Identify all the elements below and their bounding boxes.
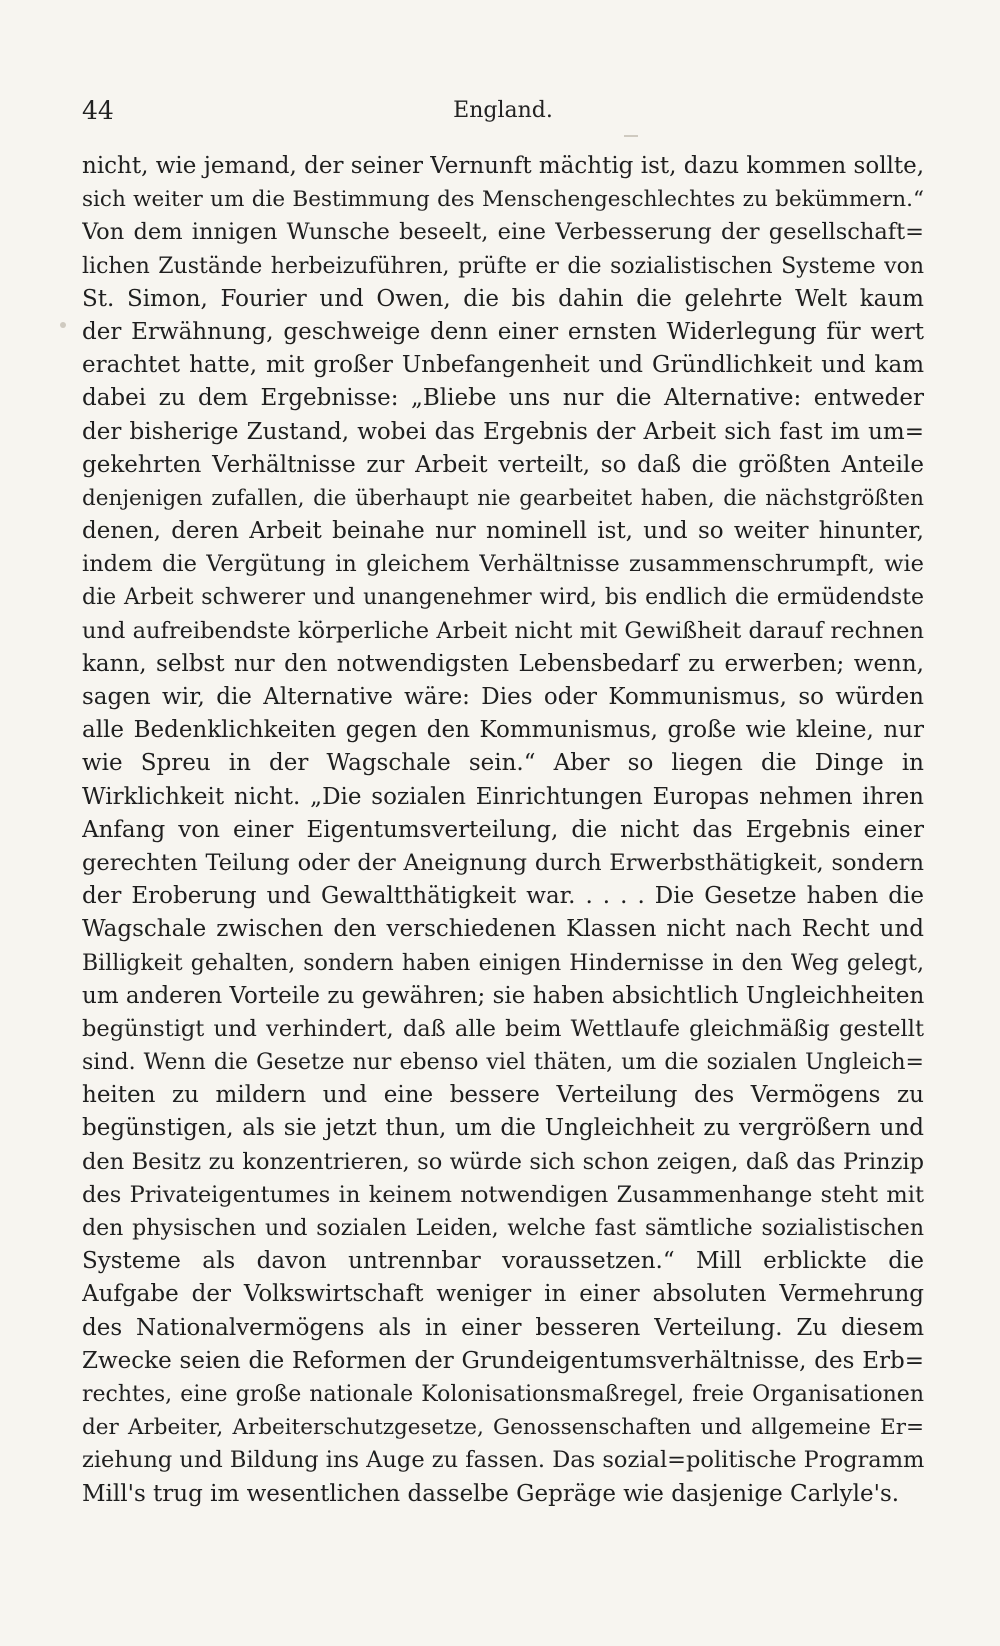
text-line: gekehrten Verhältnisse zur Arbeit verteilt, so daß die größten Anteile xyxy=(82,451,924,478)
running-head: England. xyxy=(453,98,553,123)
body-text xyxy=(82,150,924,1511)
page-header xyxy=(82,96,924,136)
text-line: der bisherige Zustand, wobei das Ergebnis der Arbeit sich fast im um= xyxy=(82,418,924,445)
text-line: sagen wir, die Alternative wäre: Dies oder Kommunismus, so würden xyxy=(82,684,924,710)
text-line: Anfang von einer Eigentumsverteilung, die nicht das Ergebnis einer xyxy=(82,816,924,843)
text-line: des Nationalvermögens als in einer besseren Verteilung. Zu diesem xyxy=(82,1314,924,1341)
text-line: den physischen und sozialen Leiden, welche fast sämtliche sozialistischen xyxy=(82,1216,924,1241)
text-line: des Privateigentumes in keinem notwendigen Zusammenhange steht mit xyxy=(82,1181,924,1208)
text-line: gerechten Teilung oder der Aneignung durch Erwerbsthätigkeit, sondern xyxy=(82,849,924,876)
text-line: dabei zu dem Ergebnisse: „Bliebe uns nur die Alternative: entweder xyxy=(82,385,924,412)
text-line: Wirklichkeit nicht. „Die sozialen Einrichtungen Europas nehmen ihren xyxy=(82,783,924,810)
text-line: den Besitz zu konzentrieren, so würde sich schon zeigen, daß das Prinzip xyxy=(82,1148,924,1175)
text-line: indem die Vergütung in gleichem Verhältnisse zusammenschrumpft, wie xyxy=(82,551,924,578)
text-line: Zwecke seien die Reformen der Grundeigentumsverhältnisse, des Erb= xyxy=(82,1347,924,1374)
text-line: Wagschale zwischen den verschiedenen Klassen nicht nach Recht und xyxy=(82,916,924,943)
text-line: St. Simon, Fourier und Owen, die bis dahin die gelehrte Welt kaum xyxy=(82,285,924,312)
text-line: begünstigt und verhindert, daß alle beim Wettlaufe gleichmäßig gestellt xyxy=(82,1015,924,1042)
text-line: und aufreibendste körperliche Arbeit nicht mit Gewißheit darauf rechnen xyxy=(82,617,924,644)
print-speck xyxy=(60,322,66,328)
text-line: denen, deren Arbeit beinahe nur nominell ist, und so weiter hinunter, xyxy=(82,518,924,545)
text-line: begünstigen, als sie jetzt thun, um die Ungleichheit zu vergrößern und xyxy=(82,1115,924,1142)
text-line: um anderen Vorteile zu gewähren; sie haben absichtlich Ungleichheiten xyxy=(82,982,924,1009)
text-line: sind. Wenn die Gesetze nur ebenso viel thäten, um die sozialen Ungleich= xyxy=(82,1050,924,1076)
text-line: kann, selbst nur den notwendigsten Lebensbedarf zu erwerben; wenn, xyxy=(82,650,924,677)
text-line: alle Bedenklichkeiten gegen den Kommunismus, große wie kleine, nur xyxy=(82,717,924,744)
text-line: rechtes, eine große nationale Kolonisationsmaßregel, freie Organisationen xyxy=(82,1381,924,1407)
text-line: der Erwähnung, geschweige denn einer ernsten Widerlegung für wert xyxy=(82,318,924,345)
page-number: 44 xyxy=(82,96,114,125)
text-line: Von dem innigen Wunsche beseelt, eine Verbesserung der gesellschaft= xyxy=(82,219,924,246)
text-line: Systeme als davon untrennbar voraussetzen.“ Mill erblickte die xyxy=(82,1248,924,1275)
text-line: lichen Zustände herbeizuführen, prüfte er die sozialistischen Systeme von xyxy=(82,253,924,279)
text-line: heiten zu mildern und eine bessere Verteilung des Vermögens zu xyxy=(82,1082,924,1109)
text-line: wie Spreu in der Wagschale sein.“ Aber so liegen die Dinge in xyxy=(82,750,924,777)
text-line: nicht, wie jemand, der seiner Vernunft mächtig ist, dazu kommen sollte, xyxy=(82,153,924,179)
text-line: Aufgabe der Volkswirtschaft weniger in einer absoluten Vermehrung xyxy=(82,1281,924,1308)
text-line: die Arbeit schwerer und unangenehmer wird, bis endlich die ermüdendste xyxy=(82,585,924,611)
text-line: sich weiter um die Bestimmung des Menschengeschlechtes zu bekümmern.“ xyxy=(82,187,924,213)
text-line: erachtet hatte, mit großer Unbefangenheit und Gründlichkeit und kam xyxy=(82,352,924,379)
text-line: ziehung und Bildung ins Auge zu fassen. Das sozial=politische Programm xyxy=(82,1447,924,1474)
text-line: der Arbeiter, Arbeiterschutzgesetze, Genossenschaften und allgemeine Er= xyxy=(82,1415,924,1441)
text-line: Billigkeit gehalten, sondern haben einigen Hindernisse in den Weg gelegt, xyxy=(82,950,924,976)
text-line: denjenigen zufallen, die überhaupt nie gearbeitet haben, die nächstgrößten xyxy=(82,485,924,511)
text-line: der Eroberung und Gewaltthätigkeit war. . . . . Die Gesetze haben die xyxy=(82,883,924,910)
text-line: Mill's trug im wesentlichen dasselbe Gepräge wie dasjenige Carlyle's. xyxy=(82,1480,900,1507)
